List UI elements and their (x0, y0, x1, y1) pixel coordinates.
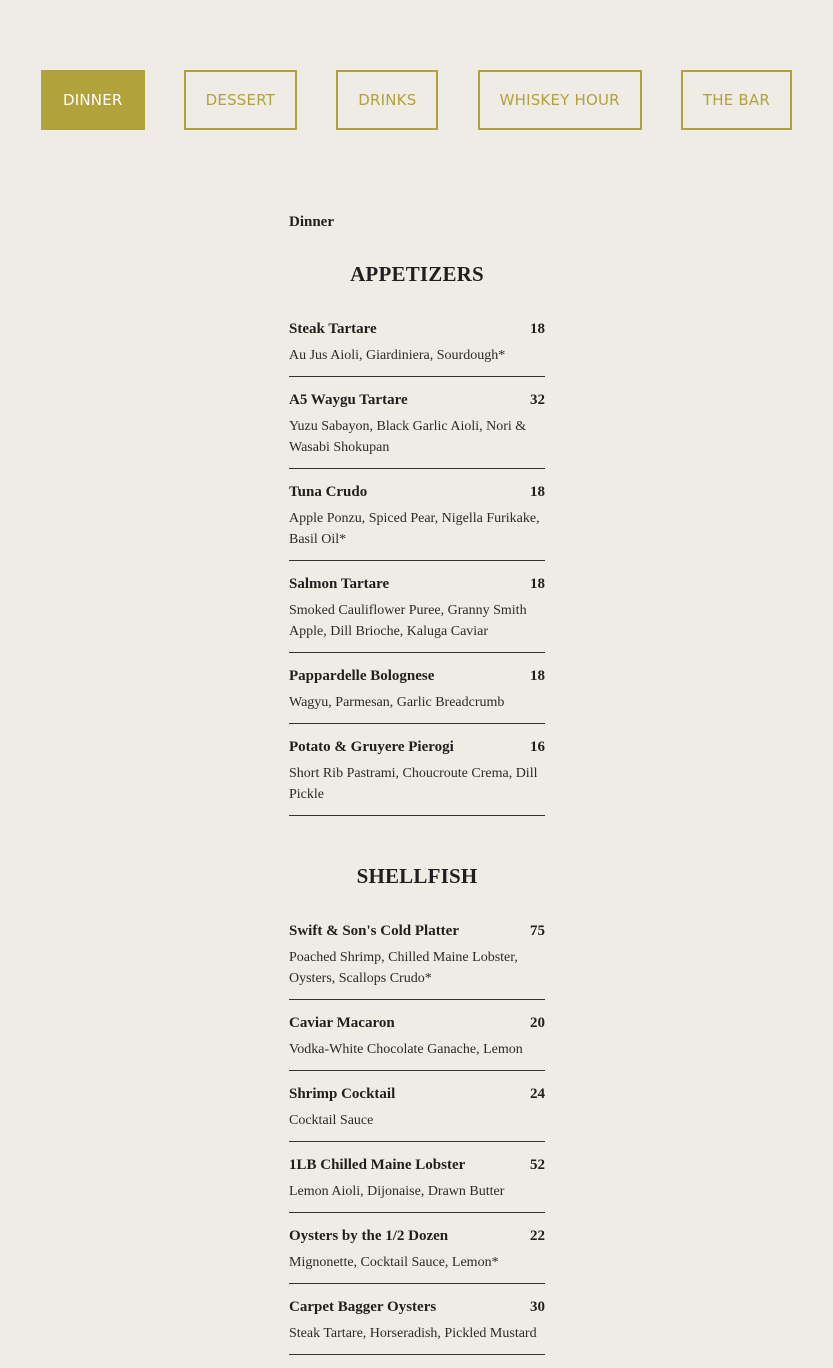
item-name: Steak Tartare (289, 321, 377, 337)
item-name: Potato & Gruyere Pierogi (289, 739, 454, 755)
tab-dinner[interactable]: DINNER (41, 70, 145, 130)
item-price: 18 (530, 576, 545, 592)
item-name: Salmon Tartare (289, 576, 390, 592)
menu-item (289, 319, 545, 377)
menu-item (289, 1297, 545, 1355)
menu-item (289, 921, 545, 1000)
item-description: Poached Shrimp, Chilled Maine Lobster, Oysters, Scallops Crudo* (289, 950, 518, 986)
section-title-appetizers: APPETIZERS (350, 262, 484, 286)
item-description: Au Jus Aioli, Giardiniera, Sourdough* (289, 348, 506, 363)
item-description: Apple Ponzu, Spiced Pear, Nigella Furikake, Basil Oil* (289, 511, 540, 547)
tab-dessert[interactable]: DESSERT (184, 70, 297, 130)
item-description: Mignonette, Cocktail Sauce, Lemon* (289, 1255, 499, 1270)
item-price: 32 (530, 392, 545, 408)
tab-drinks[interactable]: DRINKS (336, 70, 438, 130)
item-name: Caviar Macaron (289, 1015, 395, 1031)
item-description: Smoked Cauliflower Puree, Granny Smith Apple, Dill Brioche, Kaluga Caviar (289, 603, 527, 639)
section-title-shellfish: SHELLFISH (356, 864, 478, 888)
menu-item (289, 482, 545, 561)
tab-whiskey-hour[interactable]: WHISKEY HOUR (478, 70, 642, 130)
menu-item (289, 737, 545, 816)
item-price: 22 (530, 1228, 545, 1244)
item-price: 18 (530, 668, 545, 684)
menu-name: Dinner (289, 214, 334, 230)
item-price: 75 (530, 923, 545, 939)
item-price: 24 (530, 1086, 545, 1102)
item-name: Shrimp Cocktail (289, 1086, 396, 1102)
item-description: Lemon Aioli, Dijonaise, Drawn Butter (289, 1184, 505, 1199)
tab-the-bar[interactable]: THE BAR (681, 70, 792, 130)
menu-item (289, 1013, 545, 1071)
item-description: Wagyu, Parmesan, Garlic Breadcrumb (289, 695, 505, 710)
item-name: Swift & Son's Cold Platter (289, 923, 459, 939)
menu-item (289, 666, 545, 724)
menu-tabs (41, 70, 792, 130)
item-name: 1LB Chilled Maine Lobster (289, 1157, 466, 1173)
menu-content (289, 210, 545, 1368)
item-price: 16 (530, 739, 545, 755)
menu-item (289, 574, 545, 653)
menu-item (289, 1226, 545, 1284)
item-name: Pappardelle Bolognese (289, 668, 435, 684)
item-price: 30 (530, 1299, 545, 1315)
item-name: Carpet Bagger Oysters (289, 1299, 437, 1315)
item-price: 52 (530, 1157, 545, 1173)
item-description: Vodka-White Chocolate Ganache, Lemon (289, 1042, 523, 1057)
item-name: A5 Waygu Tartare (289, 392, 408, 408)
item-description: Short Rib Pastrami, Choucroute Crema, Dill Pickle (289, 766, 538, 802)
item-description: Cocktail Sauce (289, 1113, 374, 1128)
item-description: Steak Tartare, Horseradish, Pickled Mustard (289, 1326, 537, 1341)
item-name: Oysters by the 1/2 Dozen (289, 1228, 449, 1244)
menu-item (289, 390, 545, 469)
menu-item (289, 1084, 545, 1142)
item-price: 18 (530, 321, 545, 337)
item-price: 18 (530, 484, 545, 500)
menu-item (289, 1155, 545, 1213)
item-description: Yuzu Sabayon, Black Garlic Aioli, Nori & Wasabi Shokupan (289, 419, 527, 455)
item-price: 20 (530, 1015, 545, 1031)
item-name: Tuna Crudo (289, 484, 368, 500)
